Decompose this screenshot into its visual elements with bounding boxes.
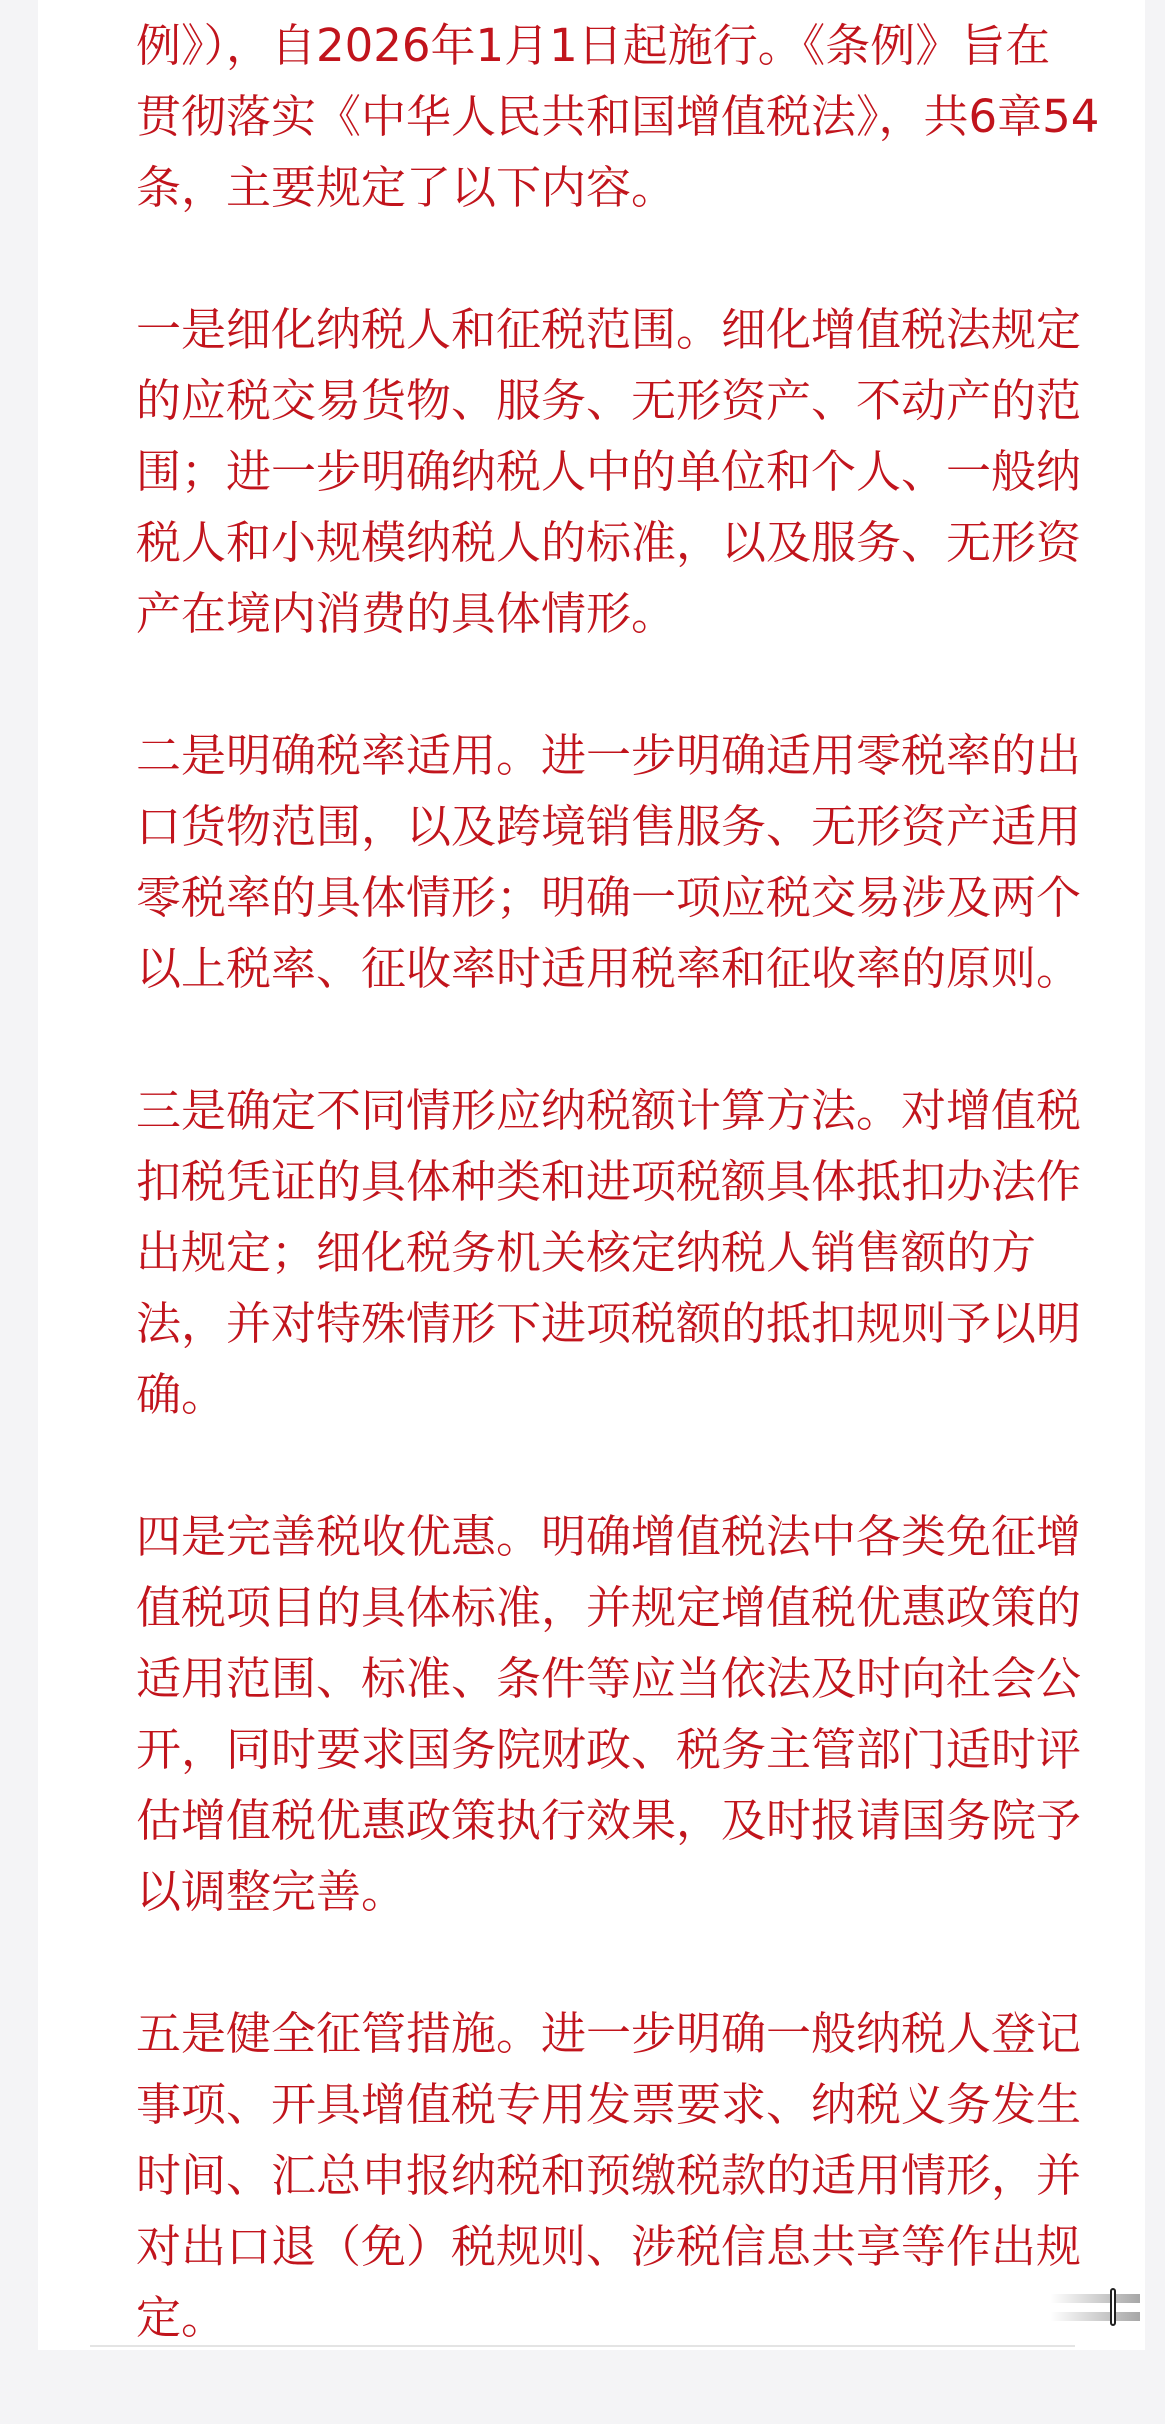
paragraph-line: 对出口退（免）税规则、涉税信息共享等作出规 — [136, 2220, 1082, 2273]
paragraph-line: 法，并对特殊情形下进项税额的抵扣规则予以明 — [136, 1297, 1082, 1350]
paragraph-line: 四是完善税收优惠。明确增值税法中各类免征增 — [136, 1510, 1082, 1563]
divider — [90, 2345, 1075, 2347]
paragraph — [136, 10, 1136, 223]
paragraph-line: 税人和小规模纳税人的标准，以及服务、无形资 — [136, 516, 1082, 569]
paragraph-line: 二是明确税率适用。进一步明确适用零税率的出 — [136, 729, 1082, 782]
article-body — [136, 10, 1136, 2424]
paragraph-line: 一是细化纳税人和征税范围。细化增值税法规定 — [136, 303, 1082, 356]
paragraph-line: 事项、开具增值税专用发票要求、纳税义务发生 — [136, 2078, 1082, 2131]
paragraph-line: 口货物范围，以及跨境销售服务、无形资产适用 — [136, 800, 1082, 853]
paragraph-line: 零税率的具体情形；明确一项应税交易涉及两个 — [136, 871, 1082, 924]
paragraph-line: 扣税凭证的具体种类和进项税额具体抵扣办法作 — [136, 1155, 1082, 1208]
paragraph-line: 出规定；细化税务机关核定纳税人销售额的方 — [136, 1226, 1037, 1279]
paragraph-line: 的应税交易货物、服务、无形资产、不动产的范 — [136, 374, 1082, 427]
paragraph-line: 三是确定不同情形应纳税额计算方法。对增值税 — [136, 1084, 1082, 1137]
paragraph-line: 开，同时要求国务院财政、税务主管部门适时评 — [136, 1723, 1082, 1776]
paragraph-line: 时间、汇总申报纳税和预缴税款的适用情形，并 — [136, 2149, 1082, 2202]
paragraph-line: 以调整完善。 — [136, 1865, 407, 1918]
paragraph — [136, 1501, 1136, 1927]
paragraph — [136, 294, 1136, 649]
paragraph — [136, 1075, 1136, 1430]
paragraph-line: 定。 — [136, 2291, 227, 2344]
paragraph-line: 例》），自2026年1月1日起施行。《条例》旨在 — [136, 19, 1051, 72]
paragraph-line: 适用范围、标准、条件等应当依法及时向社会公 — [136, 1652, 1082, 1705]
paragraph-line: 产在境内消费的具体情形。 — [136, 587, 677, 640]
article-card — [38, 0, 1145, 2350]
paragraph — [136, 1998, 1136, 2353]
paragraph-line: 值税项目的具体标准，并规定增值税优惠政策的 — [136, 1581, 1082, 1634]
paragraph-line: 估增值税优惠政策执行效果，及时报请国务院予 — [136, 1794, 1082, 1847]
paragraph-line: 五是健全征管措施。进一步明确一般纳税人登记 — [136, 2007, 1082, 2060]
paragraph — [136, 720, 1136, 1004]
menu-icon-handle — [1110, 2288, 1116, 2326]
menu-icon-bar — [1050, 2312, 1140, 2321]
paragraph-line: 条，主要规定了以下内容。 — [136, 161, 677, 214]
menu-icon[interactable] — [1050, 2288, 1140, 2328]
paragraph-line: 确。 — [136, 1368, 227, 1421]
paragraph-line: 以上税率、征收率时适用税率和征收率的原则。 — [136, 942, 1082, 995]
paragraph-line: 贯彻落实《中华人民共和国增值税法》，共6章54 — [136, 90, 1100, 143]
menu-icon-bar — [1050, 2294, 1140, 2303]
paragraph-line: 围；进一步明确纳税人中的单位和个人、一般纳 — [136, 445, 1082, 498]
